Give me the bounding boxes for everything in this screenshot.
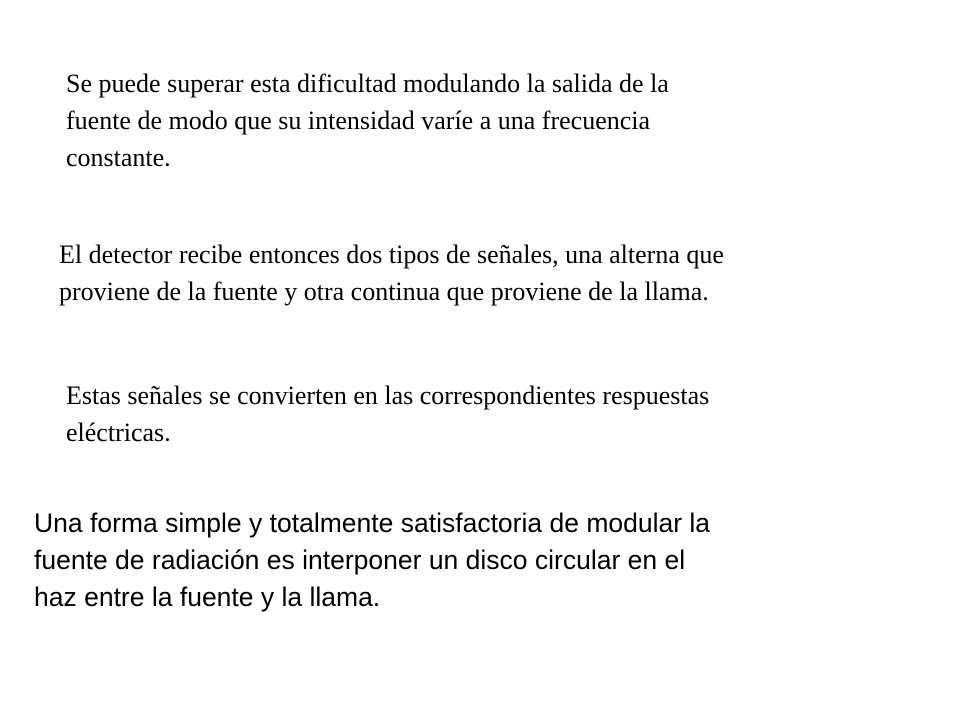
paragraph-modulation-intro: [66, 65, 669, 176]
text-line: Estas señales se convierten en las correspondientes respuestas: [66, 381, 710, 410]
text-line: fuente de modo que su intensidad varíe a una frecuencia: [66, 106, 651, 135]
text-line: Se puede superar esta dificultad modulando la salida de la: [66, 69, 669, 98]
paragraph-electrical-responses: [66, 377, 709, 451]
text-line: proviene de la fuente y otra continua que proviene de la llama.: [59, 277, 709, 306]
paragraph-chopper-disc: [34, 505, 710, 616]
text-line: eléctricas.: [66, 418, 171, 447]
text-line: El detector recibe entonces dos tipos de señales, una alterna que: [59, 240, 724, 269]
paragraph-detector-signals: [59, 236, 724, 310]
text-line: haz entre la fuente y la llama.: [34, 582, 381, 612]
text-line: constante.: [66, 143, 171, 172]
text-line: fuente de radiación es interponer un disco circular en el: [34, 545, 686, 575]
text-line: Una forma simple y totalmente satisfactoria de modular la: [34, 508, 711, 538]
